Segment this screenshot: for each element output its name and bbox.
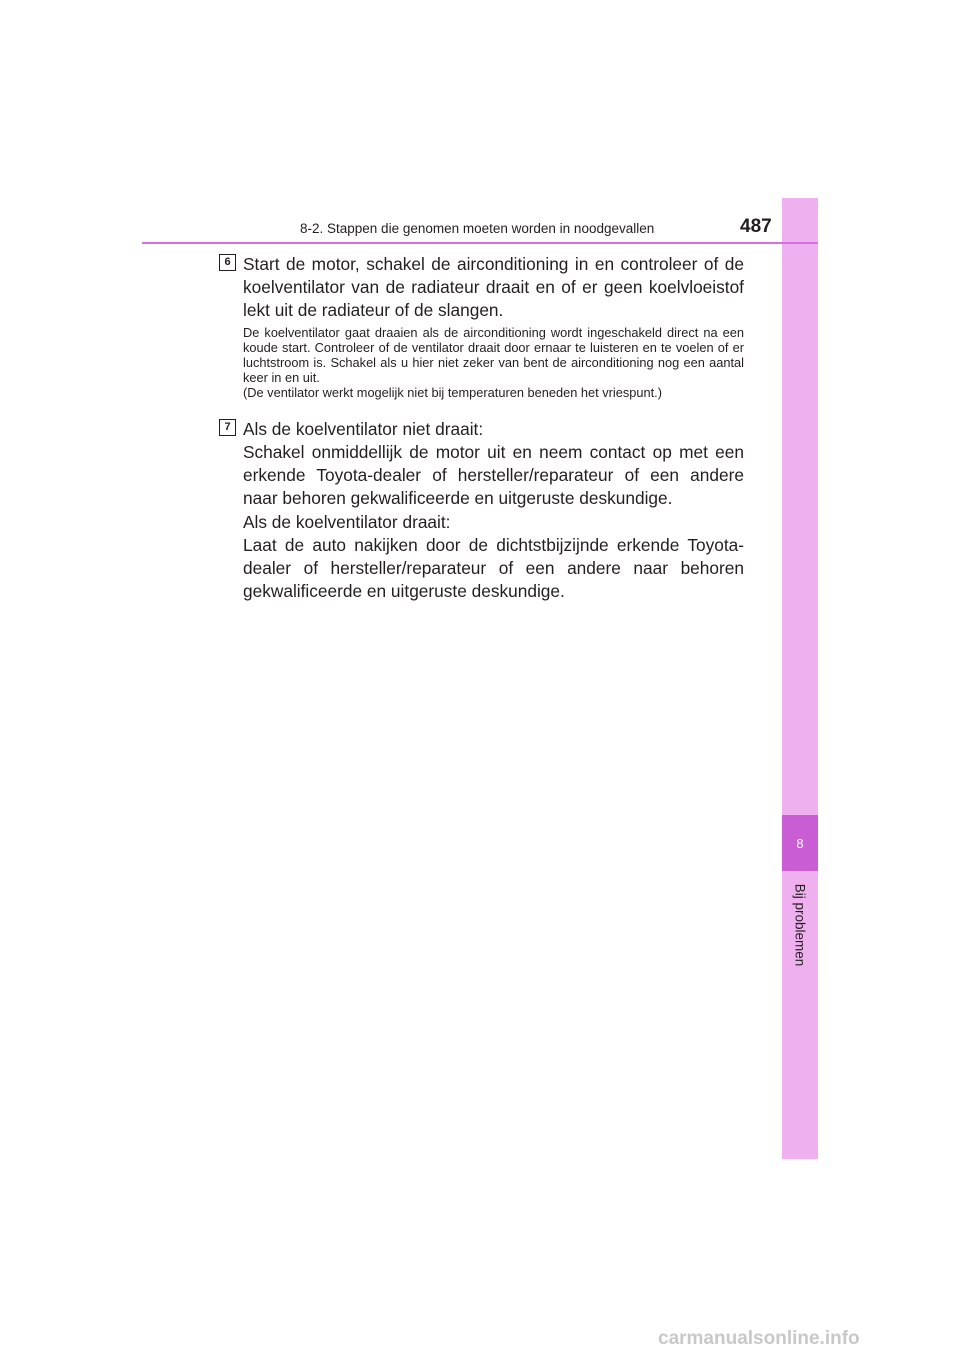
step-7-badge: 7 xyxy=(219,419,236,436)
step-7-case-running xyxy=(243,511,744,603)
watermark-text: carmanualsonline.info xyxy=(658,1328,860,1349)
step-7-case1-text: Schakel onmiddellijk de motor uit en neem contact op met een erkende Toyota-dealer of hersteller/reparateur of een andere naar behoren gekwalificeerde en uitgeruste deskundige. xyxy=(243,442,744,508)
step-6-note xyxy=(243,325,744,400)
step-6-text: Start de motor, schakel de airconditioning in en controleer of de koelventilator van de radiateur draait en of er geen koelvloeistof lekt uit de radiateur of de slangen. xyxy=(243,254,744,320)
chapter-title: Bij problemen xyxy=(792,883,808,967)
step-7-case2-heading: Als de koelventilator draait: xyxy=(243,512,451,532)
step-6-badge: 6 xyxy=(219,254,236,271)
page-number: 487 xyxy=(740,216,772,237)
section-title: 8-2. Stappen die genomen moeten worden in noodgevallen xyxy=(300,221,655,236)
step-6-note-body: De koelventilator gaat draaien als de airconditioning wordt ingeschakeld direct na een koude start. Controleer of de ventilator draait door ernaar te luisteren en te voelen of er luchtstroom is. Schakel als u hier niet zeker van bent de airconditioning nog een aantal keer in en uit. xyxy=(243,325,744,385)
chapter-number-box: 8 xyxy=(782,815,818,871)
step-6-note-extra: (De ventilator werkt mogelijk niet bij temperaturen beneden het vriespunt.) xyxy=(243,385,662,400)
header-divider xyxy=(142,242,818,244)
step-7-case2-text: Laat de auto nakijken door de dichtstbijzijnde erkende Toyota-dealer of hersteller/reparateur of een andere naar behoren gekwalificeerde en uitgeruste deskundige. xyxy=(243,535,744,601)
step-7-case1-heading: Als de koelventilator niet draait: xyxy=(243,419,484,439)
chapter-side-tab xyxy=(782,198,818,1159)
step-7-case-not-running xyxy=(243,418,744,510)
